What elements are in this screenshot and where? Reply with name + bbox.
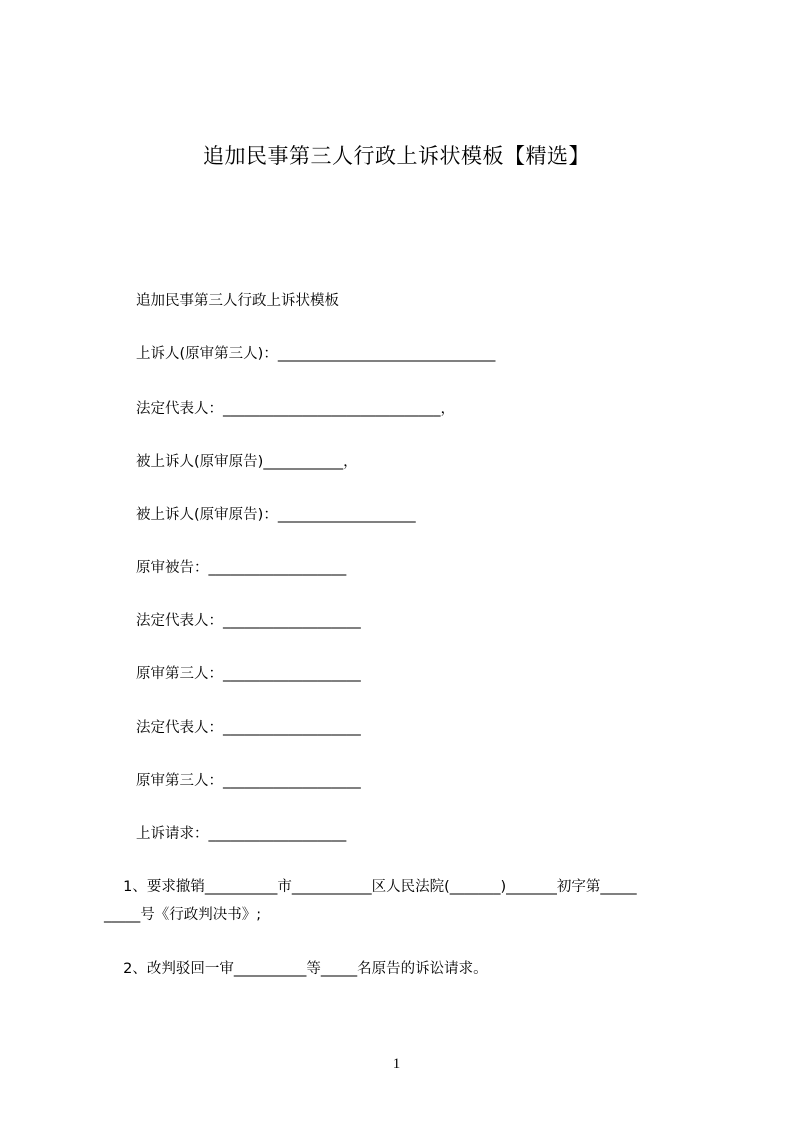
legal-rep-line: 法定代表人：___________________ bbox=[136, 720, 361, 736]
third-party-line: 原审第三人：___________________ bbox=[136, 773, 361, 789]
page-number: 1 bbox=[392, 1056, 401, 1072]
request-item-1: 1、要求撤销__________市___________区人民法院(_______)_______初字第_____ _____号《行政判决书》; bbox=[104, 879, 637, 923]
document-title: 追加民事第三人行政上诉状模板【精选】 bbox=[203, 144, 590, 168]
original-defendant-line: 原审被告：___________________ bbox=[136, 560, 347, 576]
legal-rep-line: 法定代表人：______________________________， bbox=[136, 401, 455, 417]
third-party-line: 原审第三人：___________________ bbox=[136, 666, 361, 682]
doc-heading: 追加民事第三人行政上诉状模板 bbox=[136, 293, 339, 309]
appeal-request-line: 上诉请求：___________________ bbox=[136, 826, 347, 842]
appellee-line: 被上诉人(原审原告)：___________________ bbox=[136, 507, 416, 523]
appellee-line: 被上诉人(原审原告)___________， bbox=[136, 454, 358, 470]
legal-rep-line: 法定代表人：___________________ bbox=[136, 613, 361, 629]
request-item-2: 2、改判驳回一审__________等_____名原告的诉讼请求。 bbox=[104, 961, 488, 977]
appellant-line: 上诉人(原审第三人)：______________________________ bbox=[136, 346, 496, 362]
